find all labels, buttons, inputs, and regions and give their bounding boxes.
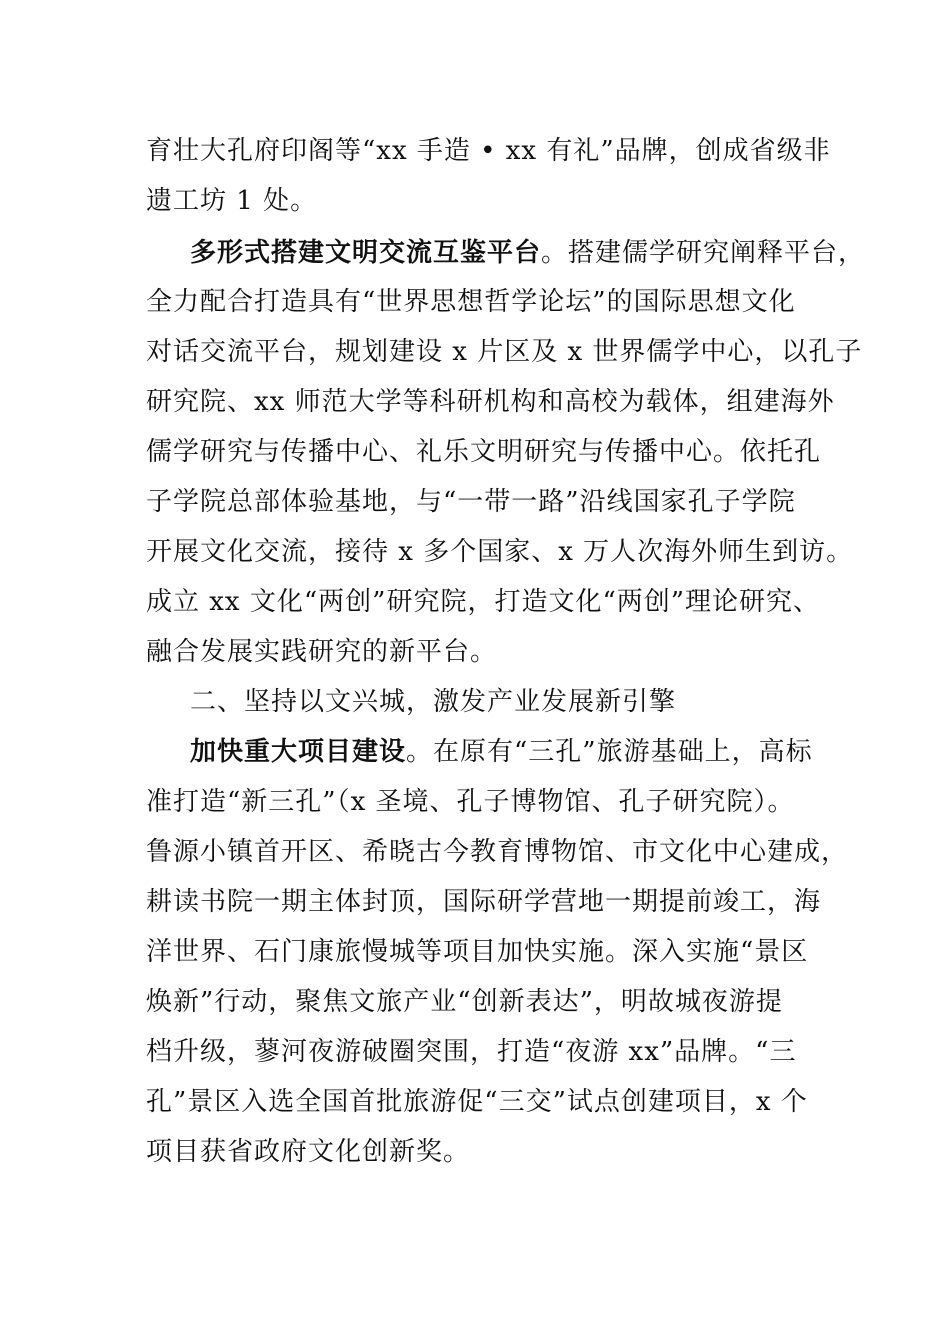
text-line: 全力配合打造具有“世界思想哲学论坛”的国际思想文化	[146, 287, 796, 317]
paragraph-heading: 加快重大项目建设	[190, 737, 407, 767]
text-line: 孔”景区入选全国首批旅游促“三交”试点创建项目，x 个	[146, 1087, 808, 1117]
text-line: 成立 xx 文化“两创”研究院，打造文化“两创”理论研究、	[146, 587, 821, 617]
text-line: 项目获省政府文化创新奖。	[146, 1137, 471, 1167]
paragraph-first-line	[190, 238, 865, 268]
text-line: 准打造“新三孔”（x 圣境、孔子博物馆、孔子研究院）。	[146, 787, 795, 817]
paragraph-first-line	[190, 737, 813, 767]
text-run: 。搭建儒学研究阐释平台，	[541, 238, 866, 268]
text-line: 开展文化交流，接待 x 多个国家、x 万人次海外师生到访。	[146, 537, 854, 567]
text-line: 洋世界、石门康旅慢城等项目加快实施。深入实施“景区	[146, 937, 809, 967]
text-line: 子学院总部体验基地，与“一带一路”沿线国家孔子学院	[146, 487, 796, 517]
text-line: 焕新”行动，聚焦文旅产业“创新表达”，明故城夜游提	[146, 987, 783, 1017]
paragraph-heading: 多形式搭建文明交流互鉴平台	[190, 238, 542, 268]
text-line: 儒学研究与传播中心、礼乐文明研究与传播中心。依托孔	[146, 437, 822, 467]
text-line: 融合发展实践研究的新平台。	[146, 637, 498, 667]
text-line: 遗工坊 1 处。	[146, 186, 318, 216]
section-heading: 二、坚持以文兴城，激发产业发展新引擎	[190, 687, 677, 717]
text-line: 档升级，蓼河夜游破圈突围，打造“夜游 xx”品牌。“三	[146, 1037, 797, 1067]
text-line: 研究院、xx 师范大学等科研机构和高校为载体，组建海外	[146, 387, 835, 417]
text-line: 鲁源小镇首开区、希晓古今教育博物馆、市文化中心建成，	[146, 837, 849, 867]
text-line: 对话交流平台，规划建设 x 片区及 x 世界儒学中心，以孔子	[146, 337, 863, 367]
text-run: 。在原有“三孔”旅游基础上，高标	[406, 737, 813, 767]
text-line: 耕读书院一期主体封顶，国际研学营地一期提前竣工，海	[146, 887, 822, 917]
text-line: 育壮大孔府印阁等“xx 手造 • xx 有礼”品牌，创成省级非	[146, 136, 831, 166]
